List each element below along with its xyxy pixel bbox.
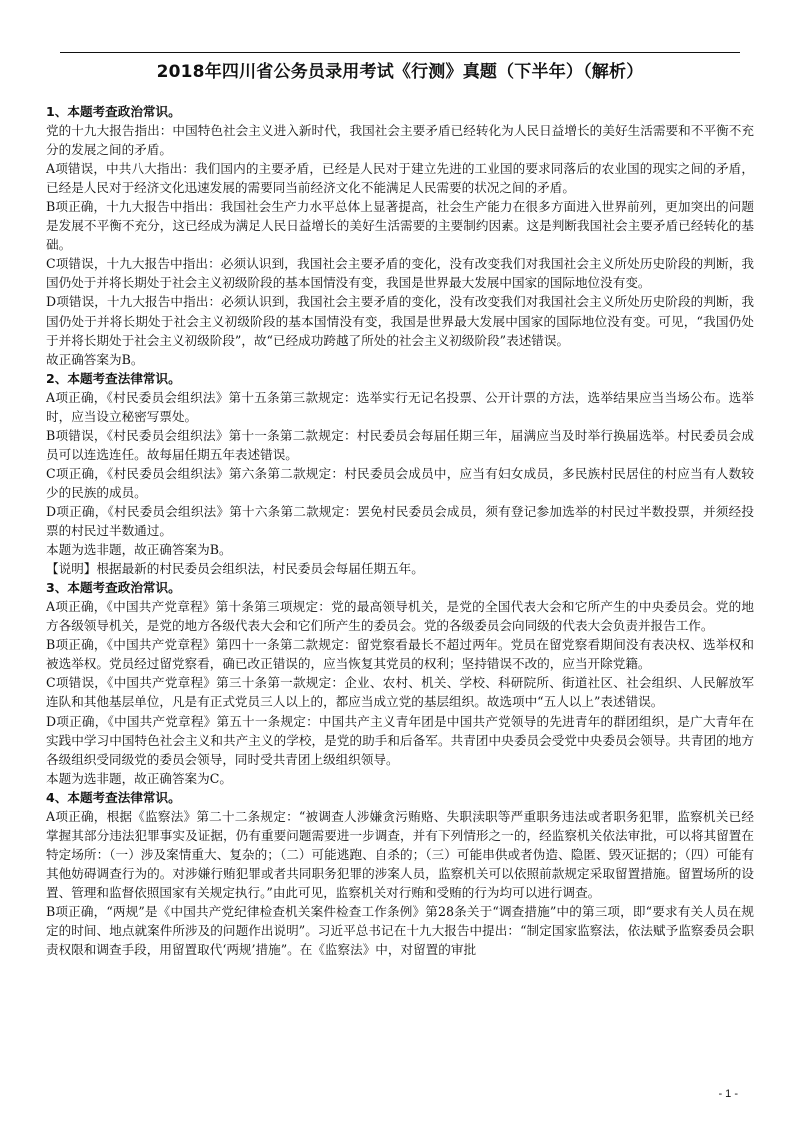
paragraph: A项错误，中共八大指出：我们国内的主要矛盾，已经是人民对于建立先进的工业国的要求同落后的农业国的现实之间的矛盾，已经是人民对于经济文化迅速发展的需要同当前经济文化不能满足人民需要的状况之间的矛盾。 bbox=[46, 161, 754, 196]
paragraph: 本题为选非题，故正确答案为C。 bbox=[46, 770, 232, 786]
paragraph: D项错误，十九大报告中指出：必须认识到，我国社会主要矛盾的变化，没有改变我们对我国社会主义所处历史阶段的判断，我国仍处于并将长期处于社会主义初级阶段的基本国情没有变，我国是世界最大发展中国家的国际地位没有变。可见，“我国仍处于并将长期处于社会主义初级阶段”，故“已经成功跨越了所处的社会主义初级阶段”表述错误。 bbox=[46, 294, 754, 348]
question-heading: 2、本题考查法律常识。 bbox=[46, 370, 181, 386]
page-number: - 1 - bbox=[718, 1088, 738, 1100]
paragraph: C项错误，十九大报告中指出：必须认识到，我国社会主要矛盾的变化，没有改变我们对我国社会主义所处历史阶段的判断，我国仍处于并将长期处于社会主义初级阶段的基本国情没有变，我国是世界最大发展中国家的国际地位没有变。 bbox=[46, 256, 754, 291]
paragraph: D项正确，《村民委员会组织法》第十六条第二款规定：罢免村民委员会成员，须有登记参加选举的村民过半数投票，并须经投票的村民过半数通过。 bbox=[46, 503, 754, 539]
paragraph: C项正确，《村民委员会组织法》第六条第二款规定：村民委员会成员中，应当有妇女成员，多民族村民居住的村应当有人数较少的民族的成员。 bbox=[46, 465, 754, 500]
question-heading: 1、本题考查政治常识。 bbox=[46, 104, 181, 119]
paragraph: D项正确，《中国共产党章程》第五十一条规定：中国共产主义青年团是中国共产党领导的先进青年的群团组织，是广大青年在实践中学习中国特色社会主义和共产主义的学校，是党的助手和后备军。共青团中央委员会受党中央委员会领导。共青团的地方各级组织受同级党的委员会领导，同时受共青团上级组织领导。 bbox=[46, 713, 754, 767]
paragraph: 【说明】根据最新的村民委员会组织法，村民委员会每届任期五年。 bbox=[46, 561, 424, 577]
header-rule bbox=[60, 52, 740, 53]
paragraph: A项正确，根据《监察法》第二十二条规定：“被调查人涉嫌贪污贿赂、失职渎职等严重职务违法或者职务犯罪，监察机关已经掌握其部分违法犯罪事实及证据，仍有重要问题需要进一步调查，并有下列情形之一的，经监察机关依法审批，可以将其留置在特定场所：（一）涉及案情重大、复杂的；（二）可能逃跑、自杀的；（三）可能串供或者伪造、隐匿、毁灭证据的；（四）可能有其他妨碍调查行为的。对涉嫌行贿犯罪或者共同职务犯罪的涉案人员，监察机关可以依照前款规定采取留置措施。留置场所的设置、管理和监督依照国家有关规定执行。”由此可见，监察机关对行贿和受贿的行为均可以进行调查。 bbox=[46, 808, 754, 900]
paragraph: A项正确，《村民委员会组织法》第十五条第三款规定：选举实行无记名投票、公开计票的方法，选举结果应当当场公布。选举时，应当设立秘密写票处。 bbox=[46, 389, 754, 424]
paragraph: 故正确答案为B。 bbox=[46, 351, 144, 367]
paragraph: B项正确，《中国共产党章程》第四十一条第二款规定：留党察看最长不超过两年。党员在留党察看期间没有表决权、选举权和被选举权。党员经过留党察看，确已改正错误的，应当恢复其党员的权利；坚持错误不改的，应当开除党籍。 bbox=[46, 637, 754, 672]
document-title: 2018年四川省公务员录用考试《行测》真题（下半年）（解析） bbox=[156, 62, 644, 82]
paragraph: A项正确，《中国共产党章程》第十条第三项规定：党的最高领导机关，是党的全国代表大会和它所产生的中央委员会。党的地方各级领导机关，是党的地方各级代表大会和它们所产生的委员会。党的各级委员会向同级的代表大会负责并报告工作。 bbox=[46, 599, 754, 634]
document-body bbox=[46, 102, 754, 959]
question-heading: 4、本题考查法律常识。 bbox=[46, 789, 181, 805]
paragraph: 党的十九大报告指出：中国特色社会主义进入新时代，我国社会主要矛盾已经转化为人民日益增长的美好生活需要和不平衡不充分的发展之间的矛盾。 bbox=[46, 123, 754, 158]
question-heading: 3、本题考查政治常识。 bbox=[46, 580, 181, 596]
paragraph: 本题为选非题，故正确答案为B。 bbox=[46, 542, 232, 558]
paragraph: B项正确，“两规”是《中国共产党纪律检查机关案件检查工作条例》第28条关于“调查措施”中的第三项，即“要求有关人员在规定的时间、地点就案件所涉及的问题作出说明”。习近平总书记在十九大报告中提出：“制定国家监察法，依法赋予监察委员会职责权限和调查手段，用留置取代‘两规’措施”。在《监察法》中，对留置的审批 bbox=[46, 903, 754, 958]
paragraph: C项错误，《中国共产党章程》第三十条第一款规定：企业、农村、机关、学校、科研院所、街道社区、社会组织、人民解放军连队和其他基层单位，凡是有正式党员三人以上的，都应当成立党的基层组织。故选项中“五人以上”表述错误。 bbox=[46, 675, 754, 710]
paragraph: B项错误，《村民委员会组织法》第十一条第二款规定：村民委员会每届任期三年，届满应当及时举行换届选举。村民委员会成员可以连选连任。故每届任期五年表述错误。 bbox=[46, 427, 754, 462]
paragraph: B项正确，十九大报告中指出：我国社会生产力水平总体上显著提高，社会生产能力在很多方面进入世界前列，更加突出的问题是发展不平衡不充分，这已经成为满足人民日益增长的美好生活需要的主要制约因素。这是判断我国社会主要矛盾已经转化的基础。 bbox=[46, 199, 754, 253]
